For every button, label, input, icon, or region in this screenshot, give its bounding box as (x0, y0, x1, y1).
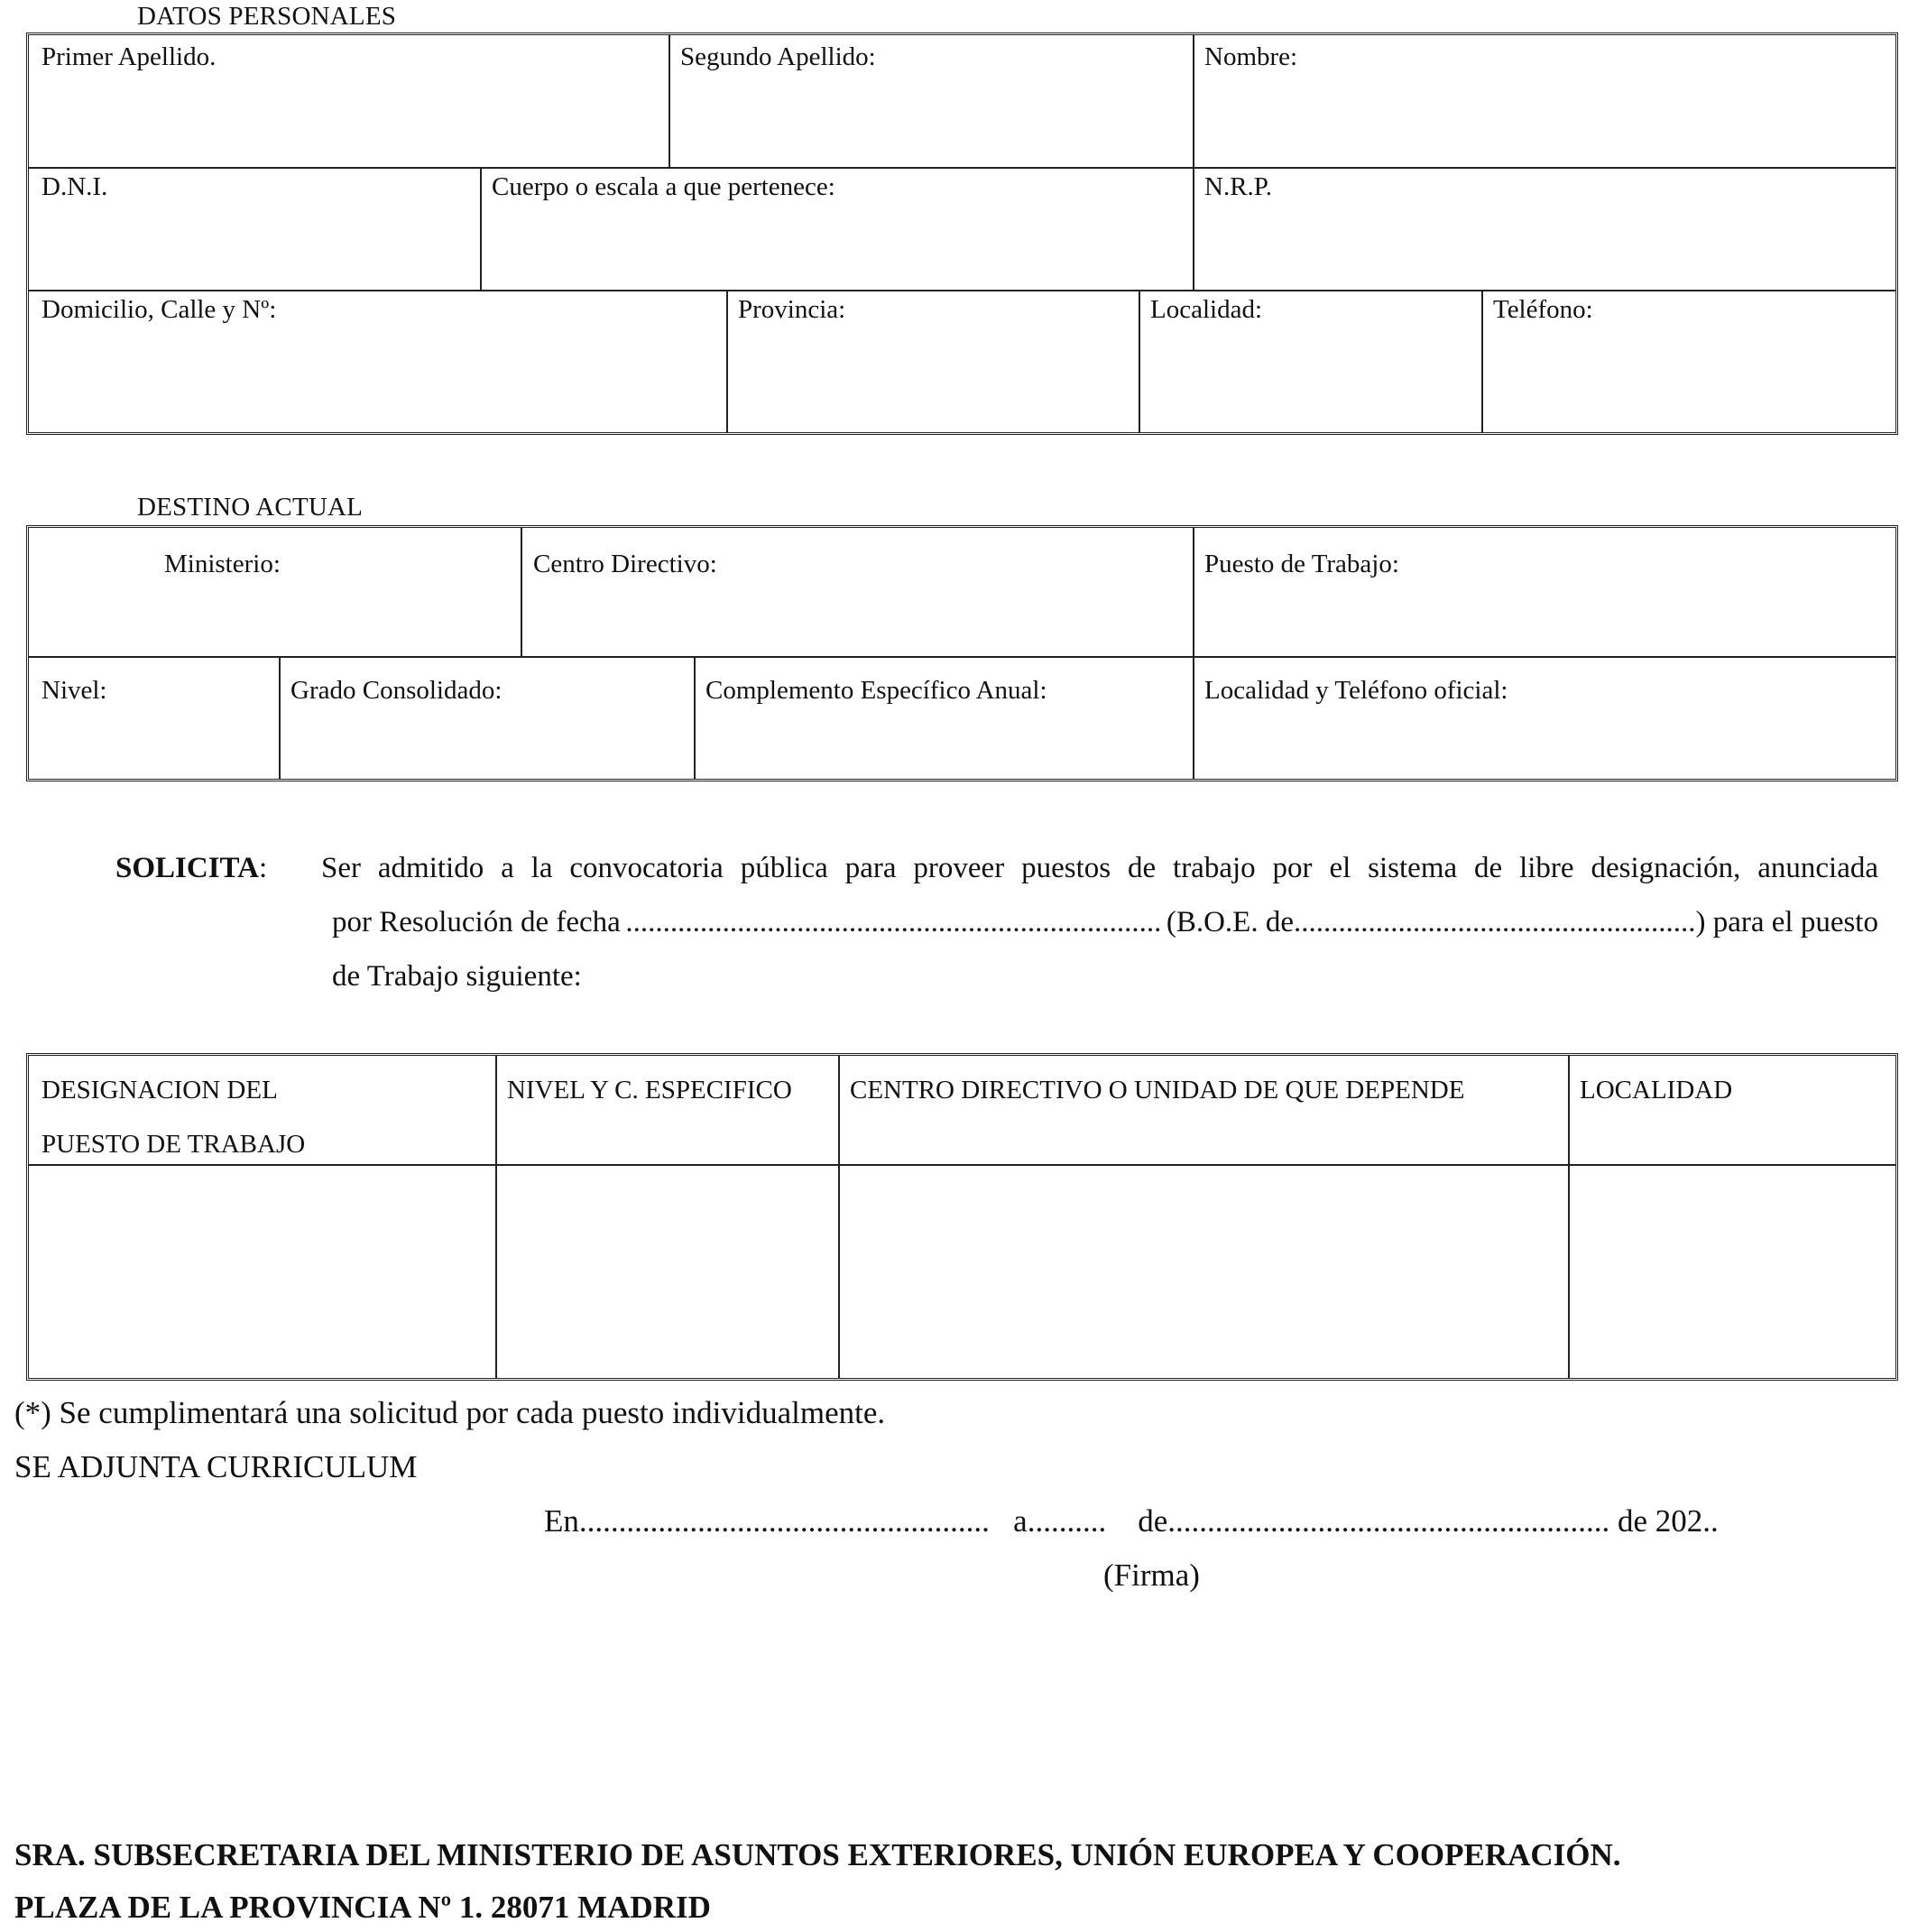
divider (726, 290, 728, 432)
divider (279, 656, 281, 779)
place-field[interactable]: .................................................... (578, 1503, 990, 1539)
nombre-field[interactable] (1197, 39, 1892, 163)
centro-unidad-field[interactable] (843, 1168, 1564, 1374)
domicilio-field[interactable] (32, 293, 723, 429)
destino-actual-title: DESTINO ACTUAL (137, 493, 364, 522)
primer-apellido-label: Primer Apellido. (41, 42, 217, 71)
designacion-field[interactable] (32, 1168, 492, 1374)
complemento-label: Complemento Específico Anual: (705, 676, 1047, 705)
divider (521, 528, 522, 656)
divider (29, 656, 1895, 658)
month-field[interactable]: ........................................................ (1167, 1503, 1610, 1539)
datos-personales-box (26, 32, 1898, 435)
nombre-label: Nombre: (1204, 42, 1298, 71)
divider (480, 167, 482, 290)
col-designacion-header-line1: DESIGNACION DEL (41, 1076, 278, 1105)
en-label: En (544, 1503, 579, 1539)
primer-apellido-field[interactable] (32, 39, 664, 163)
divider (29, 290, 1895, 291)
nrp-field[interactable] (1197, 171, 1892, 286)
divider (1139, 290, 1140, 432)
divider (694, 656, 696, 779)
addressee-line-1: SRA. SUBSECRETARIA DEL MINISTERIO DE ASUNTOS EXTERIORES, UNIÓN EUROPEA Y COOPERACIÓN. (14, 1837, 1621, 1872)
note-solicitud: (*) Se cumplimentará una solicitud por cada puesto individualmente. (14, 1395, 886, 1430)
ministerio-label: Ministerio: (164, 550, 281, 578)
datos-personales-title: DATOS PERSONALES (137, 2, 397, 31)
centro-directivo-label: Centro Directivo: (533, 550, 717, 578)
year-label: de 202.. (1617, 1503, 1719, 1539)
solicita-colon: : (258, 852, 268, 884)
nivel-label: Nivel: (41, 676, 107, 705)
dni-label: D.N.I. (41, 172, 108, 201)
firma-label: (Firma) (1103, 1558, 1200, 1593)
col-localidad-header: LOCALIDAD (1580, 1076, 1733, 1105)
solicita-label: SOLICITA (115, 852, 259, 884)
grado-label: Grado Consolidado: (290, 676, 503, 705)
localidad-telefono-field[interactable] (1197, 660, 1892, 775)
resolucion-fecha-field[interactable]: ........................................................................ (625, 906, 1162, 938)
addressee-line-2: PLAZA DE LA PROVINCIA Nº 1. 28071 MADRID (14, 1890, 711, 1925)
grado-field[interactable] (283, 660, 690, 775)
puesto-table (26, 1053, 1898, 1381)
ministerio-field[interactable] (32, 532, 517, 652)
domicilio-label: Domicilio, Calle y Nº: (41, 295, 277, 324)
segundo-apellido-label: Segundo Apellido: (680, 42, 876, 71)
nivel-field[interactable] (32, 660, 275, 775)
localidad-telefono-label: Localidad y Teléfono oficial: (1204, 676, 1508, 705)
boe-date-field[interactable]: ...................................................... (1293, 906, 1696, 938)
solicita-line-1: Ser admitido a la convocatoria pública para proveer puestos de trabajo por el sistema de libre designación, anunciada (321, 852, 1878, 884)
localidad-puesto-field[interactable] (1572, 1168, 1892, 1374)
signature-place-date (544, 1503, 1719, 1539)
divider (1193, 35, 1194, 290)
nivel-especifico-field[interactable] (500, 1168, 835, 1374)
de-label: de (1138, 1503, 1168, 1539)
divider (1568, 1056, 1570, 1378)
puesto-trabajo-field[interactable] (1197, 532, 1892, 652)
divider (29, 167, 1895, 169)
telefono-label: Teléfono: (1493, 295, 1593, 324)
divider (669, 35, 670, 167)
provincia-label: Provincia: (738, 295, 846, 324)
day-field[interactable]: .......... (1027, 1503, 1107, 1539)
a-label: a (1013, 1503, 1028, 1539)
destino-actual-box (26, 525, 1898, 781)
divider (29, 1164, 1895, 1166)
col-nivel-header: NIVEL Y C. ESPECIFICO (507, 1076, 792, 1105)
telefono-field[interactable] (1486, 293, 1892, 429)
cuerpo-label: Cuerpo o escala a que pertenece: (492, 172, 835, 201)
col-designacion-header-line2: PUESTO DE TRABAJO (41, 1130, 306, 1159)
boe-label: (B.O.E. de......................................................) para el puesto (1166, 906, 1878, 938)
cuerpo-field[interactable] (484, 171, 1188, 286)
note-curriculum: SE ADJUNTA CURRICULUM (14, 1449, 418, 1484)
divider (838, 1056, 840, 1378)
signature-area[interactable] (902, 1606, 1443, 1787)
dni-field[interactable] (32, 171, 476, 286)
solicita-line-2 (332, 906, 1878, 939)
resolucion-fecha-label: por Resolución de fecha (332, 906, 621, 938)
provincia-field[interactable] (731, 293, 1135, 429)
col-centro-header: CENTRO DIRECTIVO O UNIDAD DE QUE DEPENDE (850, 1076, 1465, 1105)
localidad-label: Localidad: (1150, 295, 1263, 324)
solicita-heading (115, 852, 267, 885)
centro-directivo-field[interactable] (525, 532, 1189, 652)
complemento-field[interactable] (698, 660, 1189, 775)
solicita-line-3: de Trabajo siguiente: (332, 960, 582, 993)
localidad-field[interactable] (1143, 293, 1478, 429)
divider (1193, 528, 1194, 779)
divider (495, 1056, 497, 1378)
divider (1481, 290, 1483, 432)
segundo-apellido-field[interactable] (673, 39, 1189, 163)
puesto-trabajo-label: Puesto de Trabajo: (1204, 550, 1399, 578)
nrp-label: N.R.P. (1204, 172, 1272, 201)
